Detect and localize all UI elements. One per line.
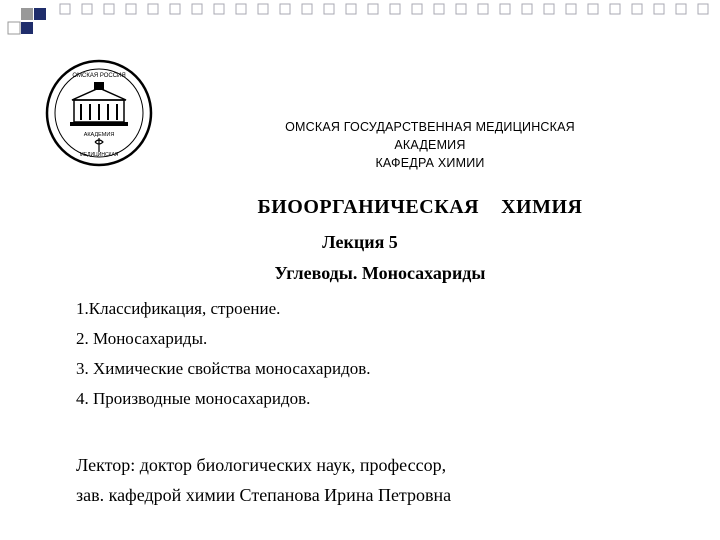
- seal-bottom-text: МЕДИЦИНСКАЯ: [79, 152, 119, 158]
- seal-mid-text: АКАДЕМИЯ: [83, 132, 115, 138]
- lecturer-info: [76, 450, 451, 510]
- academy-seal-logo: [44, 58, 154, 168]
- department-name: КАФЕДРА ХИМИИ: [375, 156, 485, 170]
- lecturer-line2: зав. кафедрой химии Степанова Ирина Петровна: [76, 485, 452, 505]
- lecture-topic: Углеводы. Моносахариды: [274, 263, 486, 283]
- list-item: 2. Моносахариды.: [76, 329, 208, 348]
- institution-header: [220, 118, 640, 172]
- list-item: 3. Химические свойства моносахаридов.: [76, 359, 371, 378]
- seal-top-text: ОМСКАЯ РОССИЯ: [72, 73, 126, 79]
- course-title: БИООРГАНИЧЕСКАЯ ХИМИЯ: [257, 196, 583, 218]
- lecturer-line1: Лектор: доктор биологических наук, профессор,: [76, 455, 447, 475]
- list-item: 4. Производные моносахаридов.: [76, 389, 311, 408]
- decorative-squares: [0, 0, 720, 40]
- institution-name-line2: АКАДЕМИЯ: [394, 138, 466, 152]
- lecture-number: Лекция 5: [322, 232, 398, 252]
- institution-name-line1: ОМСКАЯ ГОСУДАРСТВЕННАЯ МЕДИЦИНСКАЯ: [285, 120, 575, 134]
- outline-list: [76, 294, 371, 414]
- list-item: 1.Классификация, строение.: [76, 299, 281, 318]
